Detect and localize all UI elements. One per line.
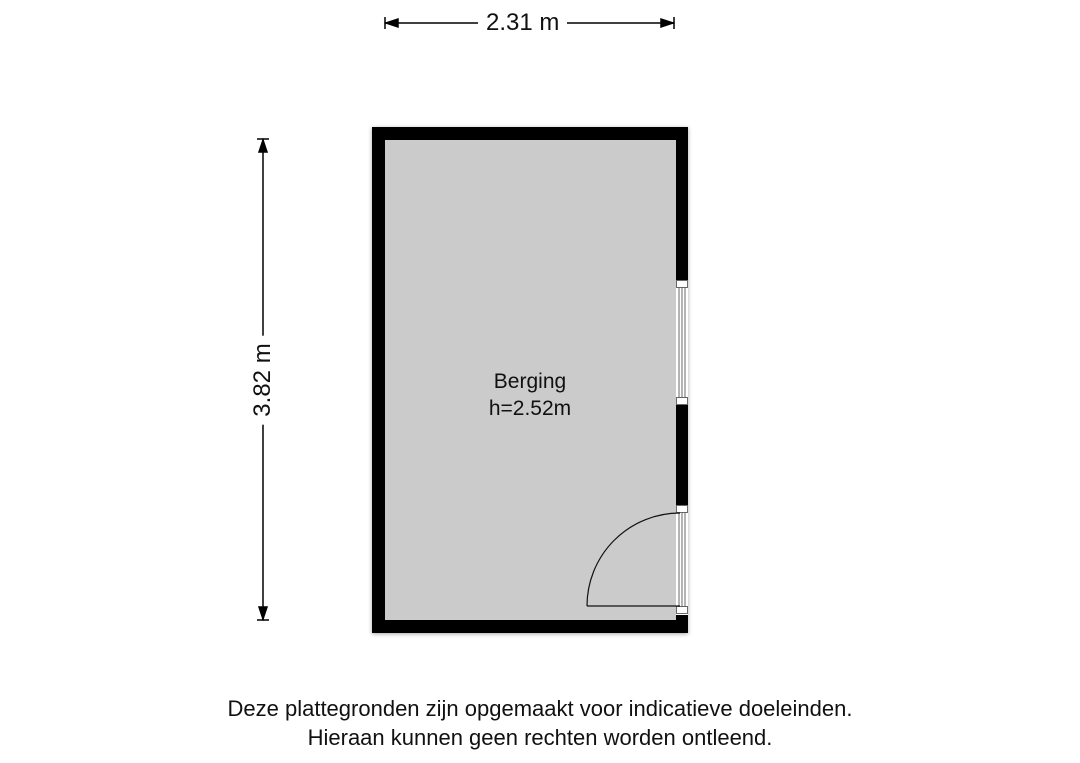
window [676, 280, 688, 405]
room-name: Berging [493, 370, 567, 393]
room-height: h=2.52m [488, 397, 572, 420]
disclaimer-line-2: Hieraan kunnen geen rechten worden ontleend. [307, 725, 773, 750]
height-dimension-label: 3.82 m [249, 335, 277, 424]
disclaimer-line-1: Deze plattegronden zijn opgemaakt voor indicatieve doeleinden. [227, 696, 853, 721]
width-dimension-label: 2.31 m [478, 9, 567, 37]
room-label [489, 368, 571, 422]
disclaimer [228, 694, 853, 752]
